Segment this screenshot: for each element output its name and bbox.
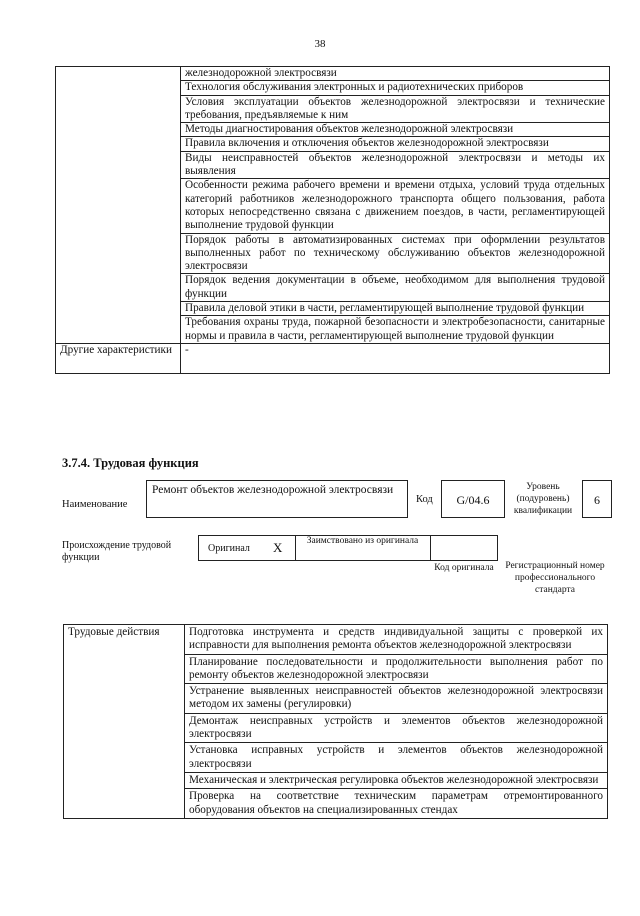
- code-original-caption: Код оригинала: [434, 563, 494, 573]
- origin-mark: X: [273, 540, 283, 555]
- name-label: Наименование: [62, 499, 128, 510]
- other-characteristics-label: Другие характеристики: [56, 343, 181, 373]
- table-row: Планирование последовательности и продолжительности выполнения работ по ремонту объектов железнодорожной электросвязи: [185, 654, 608, 684]
- table-row: Демонтаж неисправных устройств и элементов объектов железнодорожной электросвязи: [185, 713, 608, 743]
- level-label: Уровень (подуровень) квалификации: [513, 482, 573, 516]
- level-value: 6: [582, 480, 612, 518]
- table-row: Установка исправных устройств и элементов объектов железнодорожной электросвязи: [185, 743, 608, 773]
- table-row: Методы диагностирования объектов железнодорожной электросвязи: [181, 123, 610, 137]
- table-row: Требования охраны труда, пожарной безопасности и электробезопасности, санитарные нормы и правила в части, регламентирующей выполнение трудовой функции: [181, 316, 610, 344]
- labor-actions-label: Трудовые действия: [64, 625, 185, 819]
- other-characteristics-value: -: [181, 343, 610, 373]
- table-row: Проверка на соответствие техническим параметрам отремонтированного оборудования объектов на специализированных стендах: [185, 789, 608, 819]
- table-left-cell-empty: [56, 67, 181, 344]
- table-row: железнодорожной электросвязи: [181, 67, 610, 81]
- origin-label: Происхождение трудовой функции: [62, 540, 172, 563]
- function-name-value: Ремонт объектов железнодорожной электросвязи: [146, 480, 408, 518]
- labor-actions-table: [63, 624, 608, 819]
- page-number: 38: [314, 38, 326, 50]
- table-row: Особенности режима рабочего времени и времени отдыха, условий труда отдельных категорий работников железнодорожного транспорта общего пользования, работа которых непосредственно связана с движением поездов, в части, регламентирующей выполнение трудовой функции: [181, 179, 610, 233]
- table-row: Условия эксплуатации объектов железнодорожной электросвязи и технические требования, предъявляемые к ним: [181, 95, 610, 123]
- section-title: 3.7.4. Трудовая функция: [62, 456, 199, 470]
- table-row: Механическая и электрическая регулировка объектов железнодорожной электросвязи: [185, 772, 608, 788]
- code-label: Код: [416, 494, 433, 505]
- table-row: Виды неисправностей объектов железнодорожной электросвязи и методы их выявления: [181, 151, 610, 179]
- table-row: Порядок работы в автоматизированных системах при оформлении результатов выполненных работ по техническому обслуживанию объектов железнодорожной электросвязи: [181, 233, 610, 274]
- divider: [430, 535, 431, 561]
- table-row: Технология обслуживания электронных и радиотехнических приборов: [181, 81, 610, 95]
- reg-number-caption: Регистрационный номер профессионального стандарта: [505, 561, 605, 595]
- table-row: Порядок ведения документации в объеме, необходимом для выполнения трудовой функции: [181, 274, 610, 302]
- origin-original-label: Оригинал: [208, 543, 250, 554]
- table-row: Устранение выявленных неисправностей объектов железнодорожной электросвязи методом их замены (регулировки): [185, 684, 608, 714]
- knowledge-table: [55, 66, 610, 374]
- origin-borrowed-label: Заимствовано из оригинала: [306, 536, 419, 546]
- table-row: Правила деловой этики в части, регламентирующей выполнение трудовой функции: [181, 302, 610, 316]
- table-row: Правила включения и отключения объектов железнодорожной электросвязи: [181, 137, 610, 151]
- divider: [295, 535, 296, 561]
- table-row: Подготовка инструмента и средств индивидуальной защиты с проверкой их исправности для выполнения ремонта объектов железнодорожной электросвязи: [185, 625, 608, 655]
- code-value: G/04.6: [441, 480, 505, 518]
